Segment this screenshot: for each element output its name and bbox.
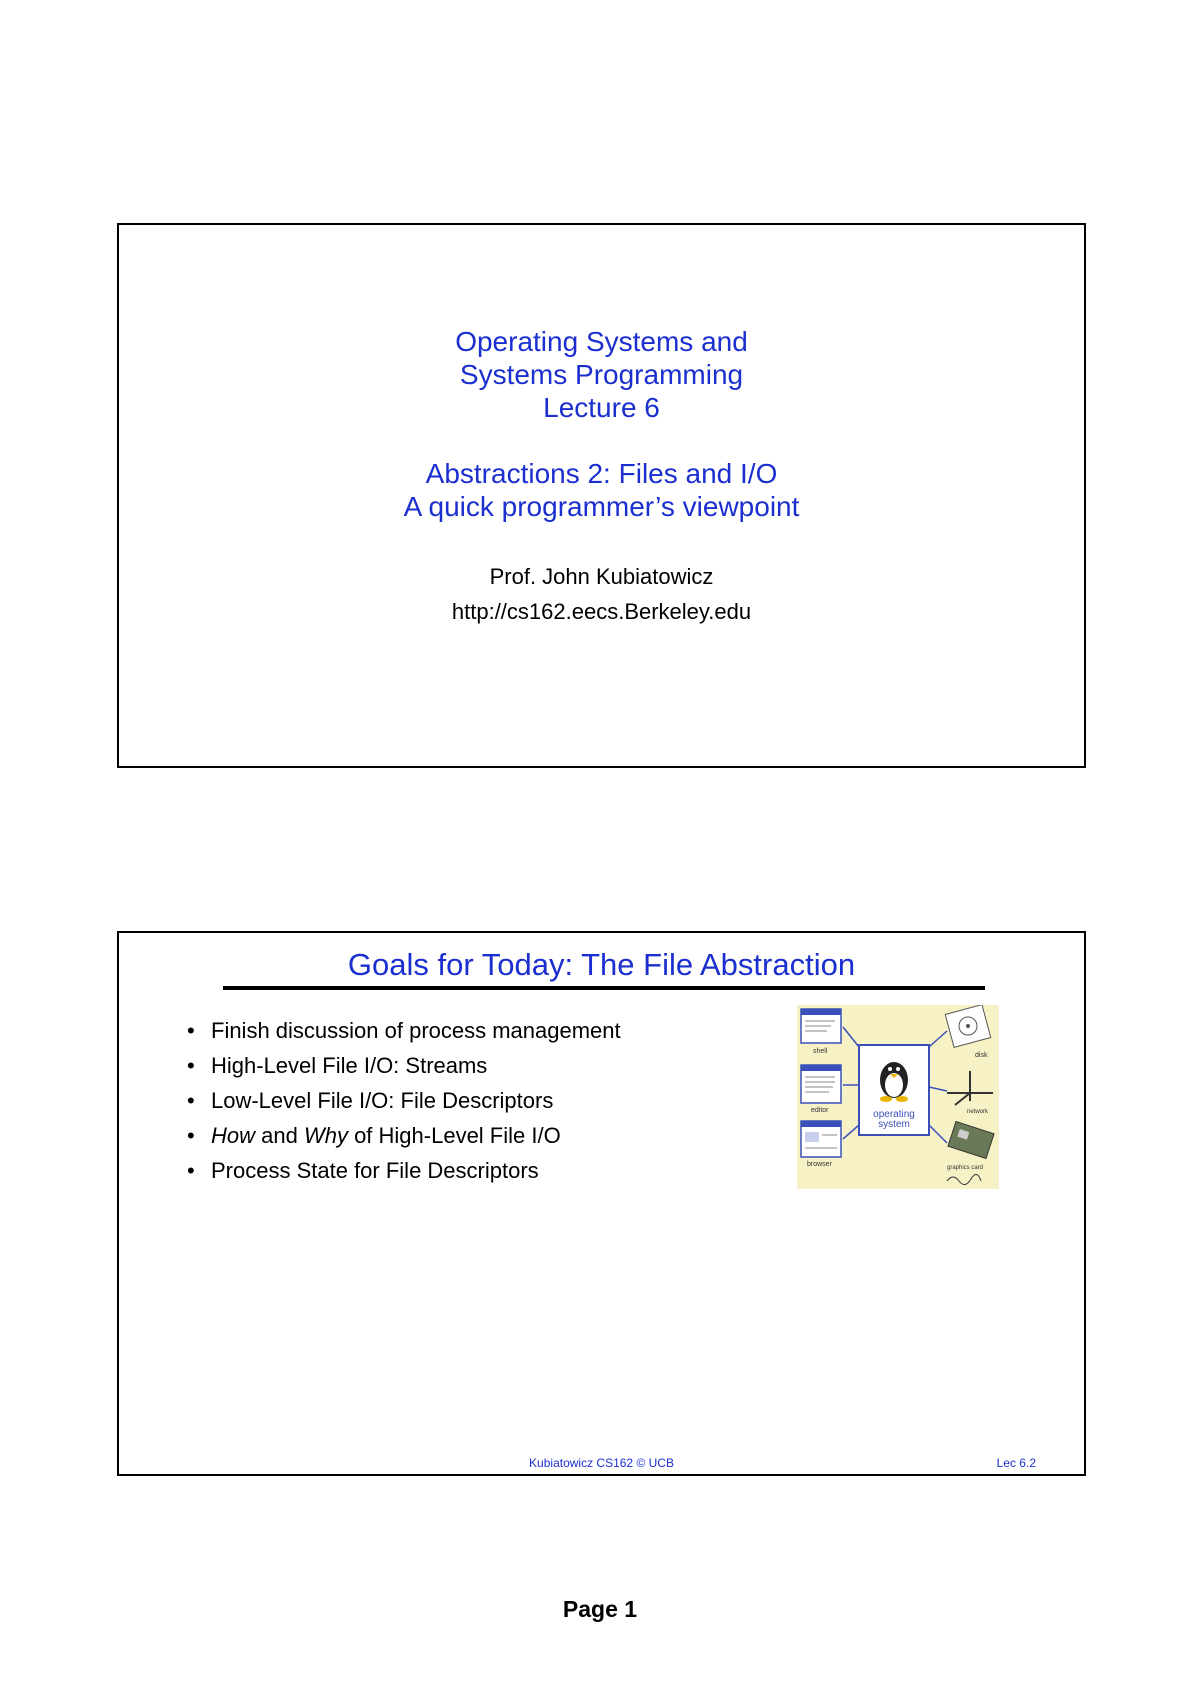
svg-text:editor: editor: [811, 1107, 829, 1114]
list-item: • Low-Level File I/O: File Descriptors: [187, 1083, 747, 1118]
browser-window-icon: [801, 1121, 841, 1157]
course-url: http://cs162.eecs.Berkeley.edu: [451, 599, 752, 624]
author-info: [119, 559, 1084, 629]
list-item: • How and Why of High-Level File I/O: [187, 1118, 747, 1153]
svg-text:network: network: [967, 1109, 989, 1115]
author-name: Prof. John Kubiatowicz: [489, 564, 714, 589]
svg-text:operating: operating: [873, 1109, 915, 1120]
editor-window-icon: [801, 1065, 841, 1103]
list-item: • High-Level File I/O: Streams: [187, 1048, 747, 1083]
title-line-3: Lecture 6: [543, 392, 660, 423]
os-overview-figure: [797, 1005, 999, 1189]
subtitle-line-1: Abstractions 2: Files and I/O: [425, 458, 778, 489]
goals-list: [187, 1013, 747, 1188]
goals-slide: [117, 931, 1086, 1476]
page-number: Page 1: [562, 1596, 638, 1622]
list-item: • Process State for File Descriptors: [187, 1153, 747, 1188]
list-item: • Finish discussion of process management: [187, 1013, 747, 1048]
title-line-2: Systems Programming: [459, 359, 744, 390]
footer-slide-number: Lec 6.2: [996, 1456, 1036, 1470]
svg-text:browser: browser: [807, 1161, 832, 1168]
svg-text:shell: shell: [813, 1048, 828, 1055]
title-slide: [117, 223, 1086, 768]
operating-system-box: [859, 1045, 929, 1135]
slide-title: Goals for Today: The File Abstraction: [347, 947, 856, 982]
svg-text:system: system: [878, 1119, 910, 1130]
svg-text:graphics card: graphics card: [947, 1165, 984, 1171]
footer-course: Kubiatowicz CS162 © UCB: [529, 1456, 674, 1470]
svg-text:disk: disk: [975, 1052, 988, 1059]
title-underline: [223, 986, 985, 990]
title-line-1: Operating Systems and: [455, 326, 748, 357]
shell-window-icon: [801, 1009, 841, 1043]
subtitle-line-2: A quick programmer’s viewpoint: [403, 491, 800, 522]
lecture-title: [119, 325, 1084, 523]
